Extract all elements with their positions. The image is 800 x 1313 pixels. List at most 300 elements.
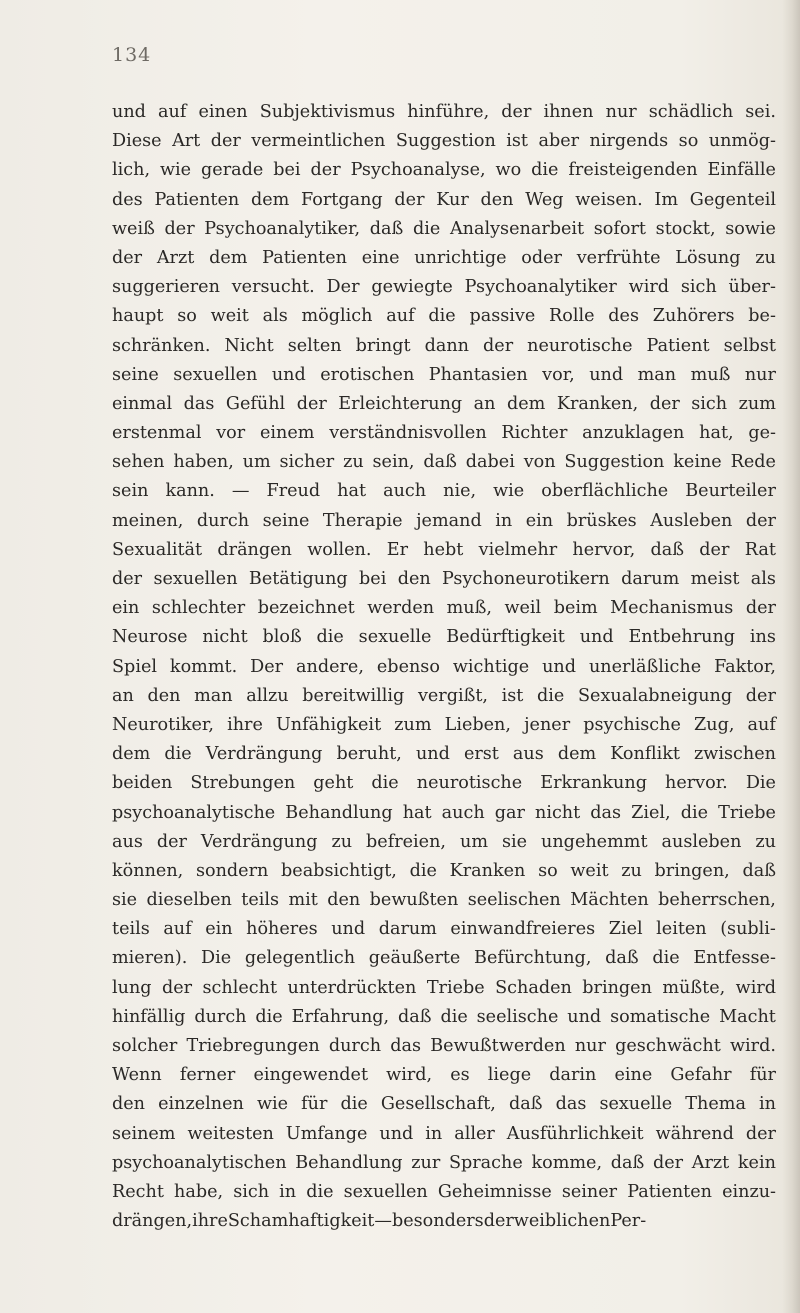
- word: ist: [506, 131, 529, 152]
- text-line: [112, 565, 776, 594]
- word: Unfähigkeit: [275, 714, 382, 735]
- word: eine: [614, 1065, 653, 1086]
- word: die: [537, 685, 565, 706]
- word: sein,: [372, 452, 415, 473]
- word: Richter: [501, 423, 568, 444]
- word: sein: [112, 481, 149, 502]
- word: auf: [163, 919, 192, 940]
- word: darum: [378, 919, 437, 940]
- word: Macht: [719, 1006, 776, 1027]
- text-line: [112, 1178, 776, 1207]
- text-line: [112, 974, 776, 1003]
- word: Mechanismus: [610, 598, 734, 619]
- word: Triebe: [426, 977, 485, 998]
- word: Konflikt: [610, 744, 680, 765]
- word: schlecht: [202, 977, 278, 998]
- word: habe,: [174, 1181, 224, 1202]
- word: komme,: [531, 1152, 603, 1173]
- word: zu: [755, 247, 776, 268]
- word: psychoanalytische: [112, 802, 276, 823]
- word: ins: [749, 627, 776, 648]
- word: und: [271, 364, 306, 385]
- word: nur: [744, 364, 776, 385]
- word: einwandfreieres: [450, 919, 596, 940]
- word: hervor,: [572, 539, 636, 560]
- word: nirgends: [589, 131, 669, 152]
- word: wo: [495, 160, 522, 181]
- word: dem: [250, 189, 290, 210]
- word: (subli-: [720, 919, 776, 940]
- word: Ziel,: [631, 802, 671, 823]
- word: der: [483, 1211, 514, 1232]
- word: schlechter: [151, 598, 246, 619]
- word: darum: [621, 569, 680, 589]
- word: ein: [525, 510, 554, 531]
- word: daß: [423, 452, 457, 473]
- word: Sexualität: [112, 539, 203, 560]
- word: weil: [504, 598, 542, 619]
- word: seelischen: [467, 890, 561, 911]
- word: Diese: [112, 131, 162, 152]
- word: wird: [628, 277, 670, 298]
- word: nur: [605, 102, 637, 122]
- text-line: [112, 156, 776, 185]
- word: daß: [508, 1094, 543, 1115]
- word: sondern: [195, 860, 269, 881]
- word: Behandlung: [295, 1152, 403, 1173]
- word: sexuellen: [153, 569, 238, 589]
- word: zum: [394, 714, 432, 735]
- word: die: [316, 627, 344, 648]
- word: auf: [386, 306, 415, 327]
- word: ungehemmt: [541, 831, 648, 852]
- word: geht: [313, 773, 354, 794]
- word: Entfesse-: [693, 948, 776, 969]
- word: der: [112, 247, 143, 268]
- word: wird.: [730, 1036, 776, 1056]
- word: den: [397, 569, 431, 589]
- word: an: [473, 393, 496, 414]
- word: der: [156, 831, 187, 852]
- text-line: [112, 886, 776, 915]
- word: zu: [343, 452, 364, 473]
- word: beherrschen,: [658, 890, 776, 911]
- word: die: [409, 860, 437, 881]
- word: vielmehr: [478, 539, 558, 560]
- word: auch: [383, 481, 427, 502]
- word: Gesellschaft,: [380, 1094, 496, 1115]
- word: zum: [738, 393, 776, 414]
- word: verständnisvollen: [329, 423, 487, 444]
- word: beim: [553, 598, 598, 619]
- word: vor,: [542, 364, 575, 385]
- word: neurotische: [527, 335, 633, 356]
- word: Erkrankung: [540, 773, 647, 794]
- word: die: [531, 160, 559, 181]
- word: daß: [610, 1152, 645, 1173]
- word: in: [759, 1094, 776, 1115]
- word: unmög-: [708, 131, 776, 152]
- word: seelische: [476, 1006, 559, 1027]
- word: Therapie: [322, 510, 403, 531]
- word: die: [164, 744, 192, 765]
- word: zur: [411, 1152, 441, 1173]
- word: muß: [690, 364, 731, 385]
- word: —: [374, 1211, 392, 1232]
- word: der: [112, 569, 143, 589]
- word: dem: [209, 247, 248, 268]
- word: gar: [494, 802, 525, 823]
- word: ferner: [179, 1065, 236, 1086]
- word: den: [112, 1094, 146, 1115]
- word: Bedürftigkeit: [446, 627, 565, 648]
- word: Rat: [744, 539, 776, 560]
- word: Neurose: [112, 627, 188, 648]
- word: die: [440, 1006, 468, 1027]
- word: Erfahrung,: [291, 1006, 390, 1027]
- word: leiten: [656, 919, 707, 940]
- text-line: [112, 390, 776, 419]
- word: sexuelle: [599, 1094, 673, 1115]
- word: der: [210, 131, 241, 152]
- word: seine: [112, 364, 159, 385]
- word: Die: [201, 948, 232, 969]
- text-line: [112, 244, 776, 273]
- word: von: [523, 452, 556, 473]
- word: haben,: [173, 452, 234, 473]
- word: versucht.: [231, 277, 315, 298]
- word: hat: [337, 481, 367, 502]
- text-line: [112, 944, 776, 973]
- word: be-: [748, 306, 776, 327]
- word: Weg: [525, 189, 564, 210]
- word: Gefühl: [225, 393, 286, 414]
- word: jener: [524, 714, 571, 735]
- word: Psychoneurotikern: [442, 569, 610, 589]
- word: anzuklagen: [582, 423, 685, 444]
- word: kommt.: [169, 656, 238, 677]
- word: seine: [262, 510, 310, 531]
- word: und: [415, 744, 450, 765]
- word: suggerieren: [112, 277, 220, 298]
- text-line: [112, 857, 776, 886]
- word: und: [331, 919, 366, 940]
- word: der: [649, 393, 680, 414]
- page-edge-shadow: [782, 0, 800, 1313]
- text-line: [112, 361, 776, 390]
- word: Thema: [685, 1094, 746, 1115]
- word: so: [678, 131, 699, 152]
- word: dieselben: [146, 890, 232, 911]
- word: geäußerte: [368, 948, 461, 969]
- word: hat,: [699, 423, 734, 444]
- word: der: [745, 1123, 776, 1144]
- word: und: [589, 364, 624, 385]
- word: weiblichen: [513, 1211, 611, 1232]
- text-line: [112, 1120, 776, 1149]
- word: die: [371, 773, 399, 794]
- word: geschwächt: [615, 1036, 721, 1056]
- word: Bewußtwerden: [430, 1036, 566, 1056]
- word: psychoanalytischen: [112, 1152, 287, 1173]
- word: Suggestion: [395, 131, 496, 152]
- word: zu: [755, 831, 776, 852]
- word: während: [655, 1123, 734, 1144]
- word: für: [301, 1094, 328, 1115]
- word: schränken.: [112, 335, 211, 356]
- word: ihre: [192, 1211, 228, 1232]
- word: sexuellen: [343, 1181, 428, 1202]
- word: Nicht: [224, 335, 274, 356]
- word: ge-: [748, 423, 776, 444]
- word: Fortgang: [301, 189, 383, 210]
- word: ebenso: [376, 656, 440, 677]
- word: und: [542, 656, 576, 677]
- word: in: [425, 1123, 443, 1144]
- word: drängen,: [112, 1211, 193, 1232]
- text-line: [112, 127, 776, 156]
- word: hebt: [423, 539, 464, 560]
- word: ihnen: [543, 102, 594, 122]
- word: weit: [210, 306, 249, 327]
- word: Arzt: [691, 1152, 730, 1173]
- word: Patienten: [627, 1181, 712, 1202]
- word: Der: [250, 656, 284, 677]
- word: Beurteiler: [685, 481, 776, 502]
- word: wichtige: [452, 656, 530, 677]
- word: daß: [398, 1006, 432, 1027]
- word: befreien,: [366, 831, 447, 852]
- word: zu: [621, 860, 642, 881]
- word: zwischen: [694, 744, 776, 765]
- word: und: [379, 1123, 414, 1144]
- word: der: [745, 598, 776, 619]
- word: weit: [570, 860, 609, 881]
- word: Rede: [730, 452, 776, 473]
- word: somatische: [610, 1006, 711, 1027]
- word: nicht: [535, 802, 581, 823]
- word: müßte,: [662, 977, 726, 998]
- word: Im: [654, 189, 679, 210]
- word: sexuellen: [173, 364, 258, 385]
- word: vermeintlichen: [251, 131, 386, 152]
- word: solcher: [112, 1036, 178, 1056]
- text-line: [112, 536, 776, 565]
- word: schädlich: [648, 102, 734, 122]
- word: ein: [112, 598, 140, 619]
- text-line: [112, 740, 776, 769]
- word: unterdrückten: [287, 977, 417, 998]
- word: um: [459, 831, 488, 852]
- word: sich: [691, 393, 728, 414]
- word: seiner: [561, 1181, 618, 1202]
- word: Psychoanalytiker: [464, 277, 617, 298]
- word: der: [164, 218, 195, 239]
- word: dem: [112, 744, 151, 765]
- word: wird: [735, 977, 776, 998]
- word: einzu-: [722, 1181, 776, 1202]
- word: einzelnen: [158, 1094, 244, 1115]
- word: der: [699, 539, 730, 560]
- word: sehen: [112, 452, 165, 473]
- word: Recht: [112, 1181, 164, 1202]
- word: nur: [574, 1036, 606, 1056]
- word: die: [680, 802, 709, 823]
- word: so: [177, 306, 197, 327]
- word: dabei: [465, 452, 515, 473]
- text-line: [112, 1149, 776, 1178]
- word: weiß: [112, 218, 155, 239]
- word: drängen: [217, 539, 292, 560]
- word: zu: [331, 831, 353, 852]
- word: und: [579, 627, 614, 648]
- word: —: [231, 481, 250, 502]
- word: wird,: [386, 1065, 433, 1086]
- word: Befürchtung,: [474, 948, 592, 969]
- word: möglich: [301, 306, 373, 327]
- word: unrichtige: [414, 247, 507, 268]
- word: Triebe: [718, 802, 776, 823]
- word: Psychoanalytiker,: [204, 218, 361, 239]
- word: auch: [441, 802, 485, 823]
- word: dann: [424, 335, 470, 356]
- word: auf: [158, 102, 187, 122]
- word: einmal: [112, 393, 173, 414]
- word: daß: [369, 218, 404, 239]
- word: daß: [742, 860, 776, 881]
- word: Gefahr: [670, 1065, 732, 1086]
- word: psychische: [583, 714, 681, 735]
- word: Umfange: [285, 1123, 368, 1144]
- word: aller: [454, 1123, 495, 1144]
- word: den: [327, 890, 361, 911]
- word: eingewendet: [253, 1065, 369, 1086]
- word: Schaden: [495, 977, 572, 998]
- word: erotischen: [320, 364, 415, 385]
- word: Geheimnisse: [437, 1181, 552, 1202]
- word: an: [112, 685, 134, 706]
- word: so: [538, 860, 558, 881]
- word: wie: [493, 481, 525, 502]
- word: weisen.: [575, 189, 643, 210]
- text-line: [112, 1032, 776, 1061]
- word: wie: [256, 1094, 289, 1115]
- word: dem: [557, 744, 597, 765]
- word: sie: [501, 831, 528, 852]
- word: die: [652, 948, 680, 969]
- word: Ziel: [608, 919, 643, 940]
- word: die: [428, 306, 456, 327]
- word: sei.: [745, 102, 776, 122]
- body-text: [112, 98, 776, 1236]
- word: gelegentlich: [244, 948, 356, 969]
- word: bringt: [355, 335, 411, 356]
- word: oberflächliche: [541, 481, 669, 502]
- text-line: [112, 594, 776, 623]
- word: in: [279, 1181, 297, 1202]
- word: jemand: [416, 510, 482, 531]
- word: Betätigung: [248, 569, 348, 589]
- word: beabsichtigt,: [281, 860, 397, 881]
- word: durch: [328, 1036, 382, 1056]
- word: das: [590, 802, 622, 823]
- word: in: [495, 510, 513, 531]
- word: seinem: [112, 1123, 176, 1144]
- word: der: [652, 1152, 684, 1173]
- word: allzu: [246, 685, 289, 706]
- word: Mächten: [570, 890, 649, 911]
- word: nicht: [202, 627, 248, 648]
- word: höheres: [246, 919, 318, 940]
- word: sofort: [593, 218, 646, 239]
- word: werden: [367, 598, 435, 619]
- word: die: [255, 1006, 283, 1027]
- word: Kranken: [449, 860, 526, 881]
- word: Wenn: [112, 1065, 162, 1086]
- word: selbst: [723, 335, 776, 356]
- word: stockt,: [655, 218, 716, 239]
- word: man: [194, 685, 233, 706]
- word: hinfällig: [112, 1006, 186, 1027]
- word: der: [394, 189, 425, 210]
- text-line: [112, 653, 776, 682]
- word: bei: [273, 160, 301, 181]
- word: Patienten: [262, 247, 347, 268]
- word: daß: [605, 948, 639, 969]
- word: und: [112, 102, 146, 122]
- word: Psychoanalyse,: [350, 160, 486, 181]
- word: erst: [463, 744, 499, 765]
- word: aus: [512, 744, 544, 765]
- word: unerläßliche: [588, 656, 702, 677]
- word: aber: [538, 131, 580, 152]
- text-line: [112, 1207, 776, 1236]
- word: Der: [326, 277, 360, 298]
- word: vor: [216, 423, 246, 444]
- text-line: [112, 419, 776, 448]
- word: besonders: [391, 1211, 484, 1232]
- word: meist: [690, 569, 740, 589]
- word: freisteigenden: [568, 160, 698, 181]
- word: der: [162, 977, 193, 998]
- text-line: [112, 448, 776, 477]
- word: weitesten: [187, 1123, 274, 1144]
- word: nie,: [443, 481, 477, 502]
- word: Ausleben: [650, 510, 733, 531]
- word: Art: [172, 131, 201, 152]
- word: Suggestion: [564, 452, 665, 473]
- word: hat: [402, 802, 432, 823]
- word: Triebregungen: [186, 1036, 320, 1056]
- word: die: [306, 1181, 334, 1202]
- word: hervor.: [665, 773, 728, 794]
- word: ihre: [227, 714, 263, 735]
- word: das: [183, 393, 215, 414]
- word: Patienten: [154, 189, 240, 210]
- word: wollen.: [307, 539, 372, 560]
- word: kann.: [165, 481, 215, 502]
- word: und: [567, 1006, 602, 1027]
- word: sexuelle: [358, 627, 432, 648]
- word: brüskes: [566, 510, 637, 531]
- word: bezeichnet: [257, 598, 355, 619]
- word: der: [501, 102, 532, 122]
- word: als: [262, 306, 288, 327]
- word: ein: [205, 919, 233, 940]
- word: der: [296, 393, 327, 414]
- word: können,: [112, 860, 184, 881]
- word: sowie: [725, 218, 776, 239]
